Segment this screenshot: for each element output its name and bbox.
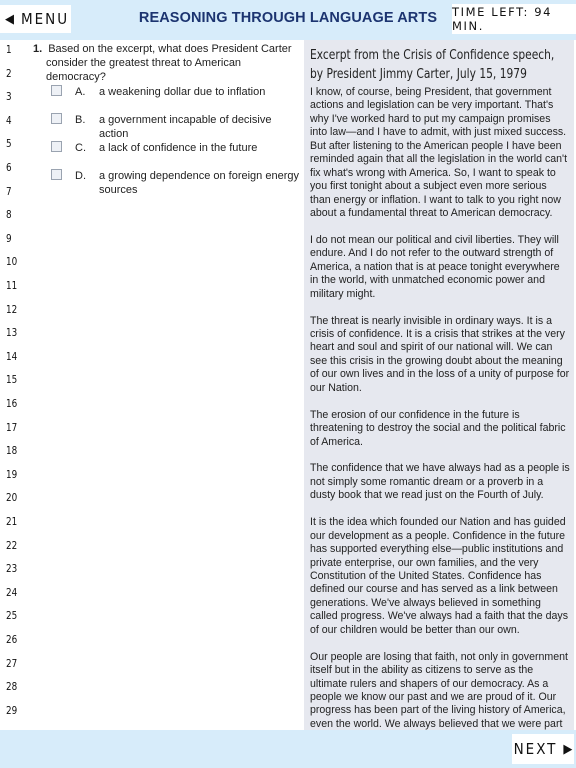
left-arrow-icon: ◀ [5,11,14,27]
passage-paragraph: The erosion of our confidence in the future is threatening to destroy the social and the political fabric of America. [310,408,566,448]
line-number: 15 [6,373,18,387]
next-label: NEXT [513,740,558,758]
answer-option-d[interactable] [51,169,301,197]
checkbox[interactable] [51,113,62,124]
line-number: 2 [6,66,12,80]
line-number: 6 [6,161,12,174]
line-number: 19 [6,467,18,481]
time-left-display: TIME LEFT: 94 MIN. [452,4,576,34]
passage-paragraph: Our people are losing that faith, not only in government itself but in the ability as citizens to serve as the ultimate rulers and shapers of our democracy. As a people we know our past and we are proud of it. Our progress has been part of the living history of America, even the world. We always believed that we were part [310,650,568,730]
line-number: 16 [6,397,18,410]
passage-paragraph: It is the idea which founded our Nation and has guided our development as a people. Confidence in the future has supported everything else—public institutions and private enterprise, our own families, and the very Constitution of the United States. Confidence has defined our course and has served as a link between generations. We've always believed in something called progress. We've always had a faith that the days of our children would be better than our own. [310,516,568,636]
line-number: 12 [6,302,18,316]
next-button[interactable] [512,734,574,764]
top-bar [0,0,576,40]
line-number: 4 [6,113,12,127]
line-number: 9 [6,231,12,245]
line-number: 25 [6,609,18,623]
line-number: 27 [6,656,18,670]
question-number: 1. [33,43,43,55]
question-text: Based on the excerpt, what does President Carter consider the greatest threat to American democracy? [46,43,292,83]
line-number: 8 [6,208,12,222]
passage-panel[interactable] [304,40,574,730]
line-number: 3 [6,90,12,104]
line-number: 23 [6,562,18,576]
option-letter: C. [75,142,86,154]
page-title: REASONING THROUGH LANGUAGE ARTS [138,10,438,26]
option-text: a lack of confidence in the future [99,142,258,154]
menu-label: MENU [21,10,70,28]
passage-paragraph: I do not mean our political and civil liberties. They will endure. And I do not refer to the outward strength of America, a nation that is at peace tonight everywhere in the world, with unmatched economic power and military might. [310,233,560,300]
line-number: 26 [6,633,18,646]
checkbox[interactable] [51,169,62,180]
line-number: 10 [6,255,18,269]
line-number: 14 [6,349,18,363]
line-number: 13 [6,326,18,340]
checkbox[interactable] [51,141,62,152]
line-number: 21 [6,515,18,528]
passage-paragraph: The confidence that we have always had as a people is not simply some romantic dream or a proverb in a dusty book that we read just on the Fourth of July. [310,462,570,502]
answer-option-c[interactable] [51,141,301,155]
line-number: 11 [6,279,18,292]
line-numbers [0,40,28,730]
answer-option-a[interactable] [51,85,301,99]
option-text: a weakening dollar due to inflation [99,86,266,98]
line-number: 28 [6,680,18,694]
line-number: 5 [6,137,12,151]
option-text: a growing dependence on foreign energy sources [99,170,299,196]
line-number: 18 [6,444,18,458]
line-number: 24 [6,585,18,599]
passage-paragraph: The threat is nearly invisible in ordinary ways. It is a crisis of confidence. It is a crisis that strikes at the very heart and soul and spirit of our national will. We can see this crisis in the growing doubt about the meaning of our own lives and in the loss of a unity of purpose for our Nation. [310,314,570,394]
answer-option-b[interactable] [51,113,301,141]
passage-paragraph: I know, of course, being President, that government actions and legislation can be very important. That's why I've worked hard to put my campaign promises into law—and I have to admit, with just mixed success. But after listening to the American people I have been reminded again that all the legislation in the world can't fix what's wrong with America. So, I want to speak to you first tonight about a subject even more serious than energy or inflation. I want to talk to you right now about a fundamental threat to American democracy. [310,86,568,220]
right-arrow-icon: ▶ [563,741,573,757]
option-letter: B. [75,114,86,126]
line-number: 7 [6,184,12,198]
checkbox[interactable] [51,85,62,96]
option-letter: D. [75,170,86,182]
passage-title: Excerpt from the Crisis of Confidence speech, by President Jimmy Carter, July 15, 1979 [310,47,555,82]
line-number: 17 [6,420,18,434]
line-number: 22 [6,538,18,552]
question [33,42,303,84]
main-panel [0,40,576,730]
option-text: a government incapable of decisive action [99,114,272,140]
option-letter: A. [75,86,86,98]
line-number: 29 [6,703,18,717]
menu-button[interactable] [0,5,71,33]
line-number: 20 [6,491,18,505]
line-number: 1 [6,43,12,56]
